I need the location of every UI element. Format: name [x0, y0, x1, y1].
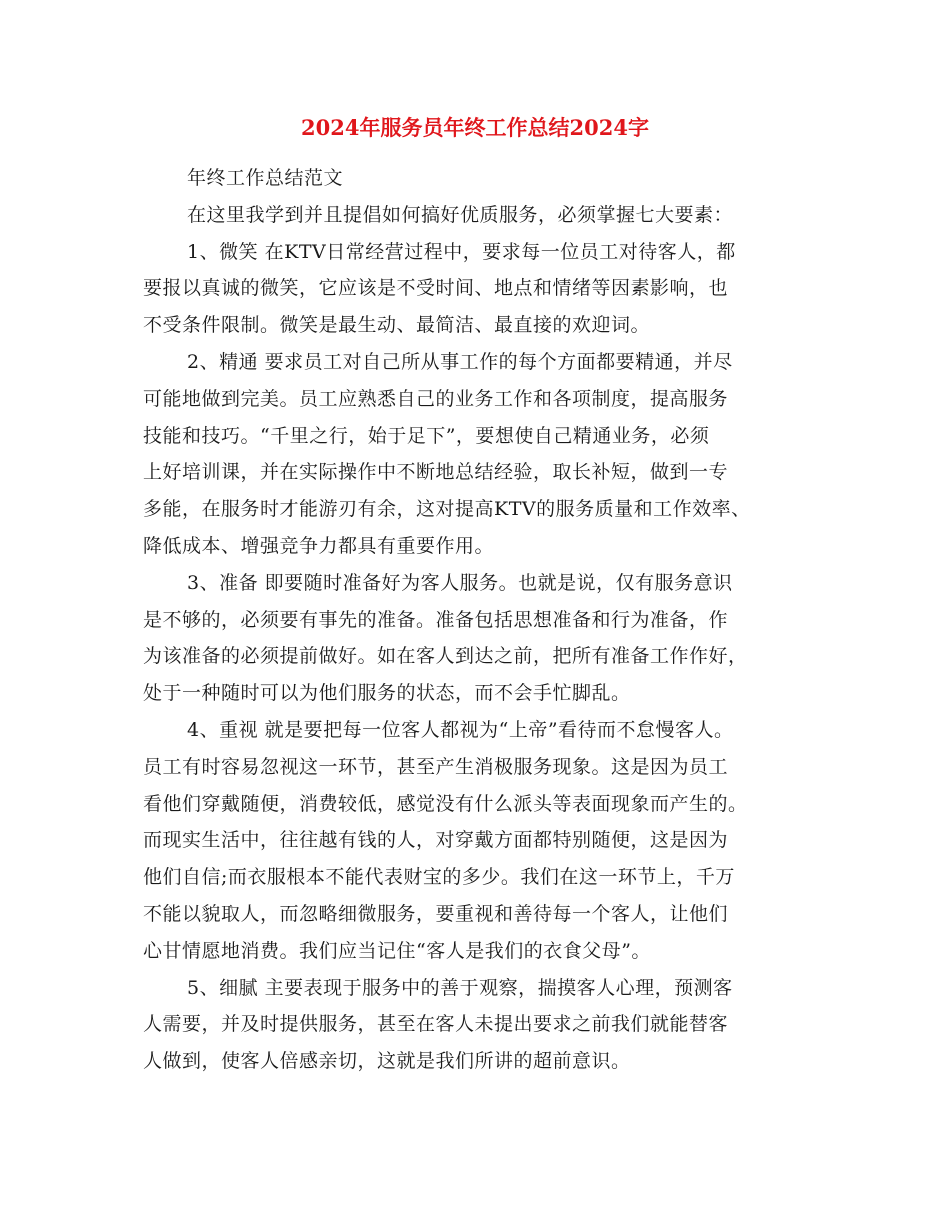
- text-line: 人需要，并及时提供服务，甚至在客人未提出要求之前我们就能替客: [143, 1013, 729, 1036]
- text-line: 技能和技巧。“千里之行，始于足下”，要想使自己精通业务，必须: [143, 424, 710, 447]
- text-line: 心甘情愿地消费。我们应当记住“客人是我们的衣食父母”。: [143, 939, 651, 962]
- text-line: 4、重视 就是要把每一位客人都视为“上帝”看待而不怠慢客人。: [187, 718, 734, 741]
- text-line: 要报以真诚的微笑，它应该是不受时间、地点和情绪等因素影响，也: [143, 277, 729, 300]
- text-line: 1、微笑 在KTV日常经营过程中，要求每一位员工对待客人，都: [187, 240, 736, 263]
- text-line: 不能以貌取人，而忽略细微服务，要重视和善待每一个客人，让他们: [143, 902, 729, 925]
- text-line: 年终工作总结范文: [187, 167, 344, 189]
- text-line: 可能地做到完美。员工应熟悉自己的业务工作和各项制度，提高服务: [143, 387, 729, 410]
- text-line: 为该准备的必须提前做好。如在客人到达之前，把所有准备工作作好，: [143, 645, 748, 668]
- text-line: 3、准备 即要随时准备好为客人服务。也就是说，仅有服务意识: [187, 571, 733, 594]
- text-line: 处于一种随时可以为他们服务的状态，而不会手忙脚乱。: [143, 682, 631, 705]
- text-line: 人做到，使客人倍感亲切，这就是我们所讲的超前意识。: [143, 1050, 631, 1073]
- document-body: [143, 160, 808, 1080]
- text-line: 看他们穿戴随便，消费较低，感觉没有什么派头等表面现象而产生的。: [143, 792, 748, 815]
- document-title: 2024年服务员年终工作总结2024字: [301, 115, 649, 140]
- text-line: 在这里我学到并且提倡如何搞好优质服务，必须掌握七大要素：: [187, 203, 734, 226]
- text-line: 不受条件限制。微笑是最生动、最简洁、最直接的欢迎词。: [143, 314, 651, 337]
- text-line: 降低成本、增强竞争力都具有重要作用。: [143, 534, 495, 557]
- text-line: 上好培训课，并在实际操作中不断地总结经验，取长补短，做到一专: [143, 461, 729, 484]
- text-line: 多能，在服务时才能游刃有余，这对提高KTV的服务质量和工作效率、: [143, 498, 751, 521]
- text-line: 员工有时容易忽视这一环节，甚至产生消极服务现象。这是因为员工: [143, 755, 729, 778]
- text-line: 2、精通 要求员工对自己所从事工作的每个方面都要精通，并尽: [187, 350, 733, 373]
- text-line: 而现实生活中，往往越有钱的人，对穿戴方面都特别随便，这是因为: [143, 829, 729, 852]
- text-line: 他们自信;而衣服根本不能代表财宝的多少。我们在这一环节上，千万: [143, 866, 735, 889]
- text-line: 是不够的，必须要有事先的准备。准备包括思想准备和行为准备，作: [143, 608, 729, 631]
- text-line: 5、细腻 主要表现于服务中的善于观察，揣摸客人心理，预测客: [187, 976, 733, 999]
